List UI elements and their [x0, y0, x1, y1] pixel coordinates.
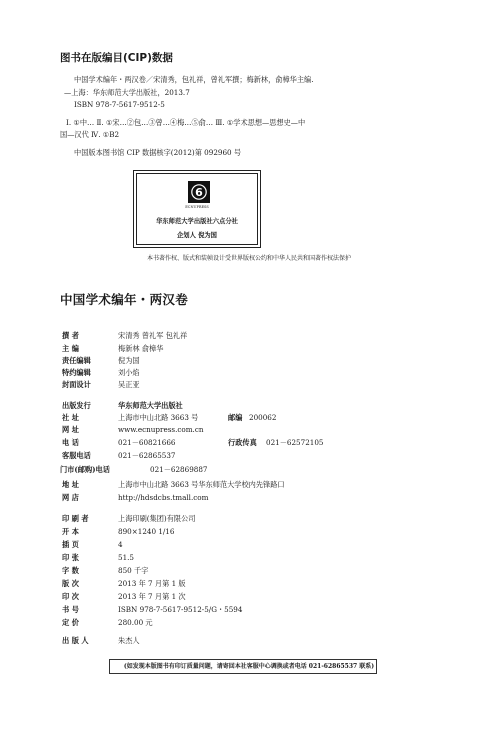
web-value: www.ecnupress.com.cn	[118, 425, 204, 434]
spec-label: 印 次	[62, 592, 79, 601]
issuer-person-label: 出 版 人	[62, 636, 89, 645]
web-label: 网 址	[62, 425, 79, 434]
colophon-value: 梅新林 俞樟华	[118, 344, 164, 353]
spec-value: 4	[118, 540, 123, 549]
online-shop-label: 网 店	[62, 493, 79, 502]
store-address-label: 地 址	[62, 480, 79, 489]
phone-label: 电 话	[62, 438, 79, 447]
store-phone-label: 门市(邮购)电话	[60, 465, 110, 474]
colophon-label: 主 编	[62, 344, 79, 353]
colophon-value: 吴正亚	[118, 380, 140, 389]
stamp-inner-border	[136, 173, 258, 245]
store-phone-value: 021－62869887	[150, 465, 208, 474]
address-value: 上海市中山北路 3663 号	[118, 413, 199, 422]
postcode-label: 邮编	[228, 413, 243, 422]
spec-value: 2013 年 7 月第 1 版	[118, 579, 186, 588]
spec-label: 版 次	[62, 579, 79, 588]
stamp-representative: 企划人 倪为国	[177, 232, 217, 239]
colophon-value: 倪为国	[118, 356, 140, 365]
cip-line-4: Ⅰ. ①中… Ⅱ. ①宋…②包…③曾…④梅…⑤俞… Ⅲ. ①学术思想—思想史—中	[66, 118, 306, 127]
spec-value: 51.5	[118, 553, 135, 562]
colophon-label: 封面设计	[62, 380, 91, 389]
spec-label: 印 张	[62, 553, 79, 562]
cip-line-2: —上海：华东师范大学出版社，2013.7	[64, 88, 190, 97]
service-phone-value: 021－62865537	[118, 451, 176, 460]
phone-value: 021－60821666	[118, 438, 176, 447]
spec-label: 定 价	[62, 618, 79, 627]
spec-value: 890×1240 1/16	[118, 527, 175, 536]
spec-value: 2013 年 7 月第 1 次	[118, 592, 186, 601]
admin-fax-label: 行政传真	[228, 438, 257, 447]
colophon-label: 特约编辑	[62, 368, 91, 377]
spec-label: 书 号	[62, 605, 79, 614]
issuer-value: 华东师范大学出版社	[118, 401, 183, 410]
colophon-label: 责任编辑	[62, 356, 91, 365]
spec-label: 印 刷 者	[62, 514, 89, 523]
footer-notice: (如发现本版图书有印订质量问题，请寄回本社客服中心调换或者电话 021-62865537 联系)	[123, 663, 375, 670]
postcode-value: 200062	[249, 413, 277, 422]
cip-heading: 图书在版编目(CIP)数据	[60, 52, 173, 64]
service-phone-label: 客服电话	[62, 451, 91, 460]
spec-label: 开 本	[62, 527, 79, 536]
logo-caption: ECNUPRESS	[185, 205, 209, 209]
cip-catalog-number: 中国版本图书馆 CIP 数据核字(2012)第 092960 号	[74, 148, 242, 157]
spec-value: 280.00 元	[118, 618, 153, 627]
store-address-value: 上海市中山北路 3663 号华东师范大学校内先锋路口	[118, 480, 285, 489]
cip-line-1: 中国学术编年・两汉卷／宋清秀，包礼祥，曾礼军撰；梅新林，俞樟华主编.	[74, 75, 314, 84]
stamp-publisher: 华东师范大学出版社六点分社	[156, 218, 238, 225]
publisher-stamp	[133, 170, 261, 248]
publisher-logo-icon	[188, 181, 210, 203]
spec-value: 上海印刷(集团)有限公司	[118, 514, 196, 523]
issuer-label: 出版发行	[62, 401, 91, 410]
logo-mark: 6	[195, 186, 203, 199]
colophon-value: 刘小焰	[118, 368, 140, 377]
spec-label: 插 页	[62, 540, 79, 549]
colophon-value: 宋清秀 曾礼军 包礼祥	[118, 331, 188, 340]
colophon-label: 撰 者	[62, 331, 79, 340]
book-title: 中国学术编年・两汉卷	[60, 292, 189, 307]
spec-value: 850 千字	[118, 566, 149, 575]
cip-line-3: ISBN 978-7-5617-9512-5	[74, 100, 165, 109]
admin-fax-value: 021－62572105	[266, 438, 324, 447]
copyright-notice: 本书著作权、版式和装帧设计受世界版权公约和中华人民共和国著作权法保护	[146, 255, 351, 262]
spec-value: ISBN 978-7-5617-9512-5/G・5594	[118, 605, 243, 614]
online-shop-value: http://hdsdcbs.tmall.com	[118, 493, 209, 502]
address-label: 社 址	[62, 413, 79, 422]
spec-label: 字 数	[62, 566, 79, 575]
cip-line-5: 国—汉代 Ⅳ. ①B2	[60, 130, 120, 139]
issuer-person-value: 朱杰人	[118, 636, 140, 645]
